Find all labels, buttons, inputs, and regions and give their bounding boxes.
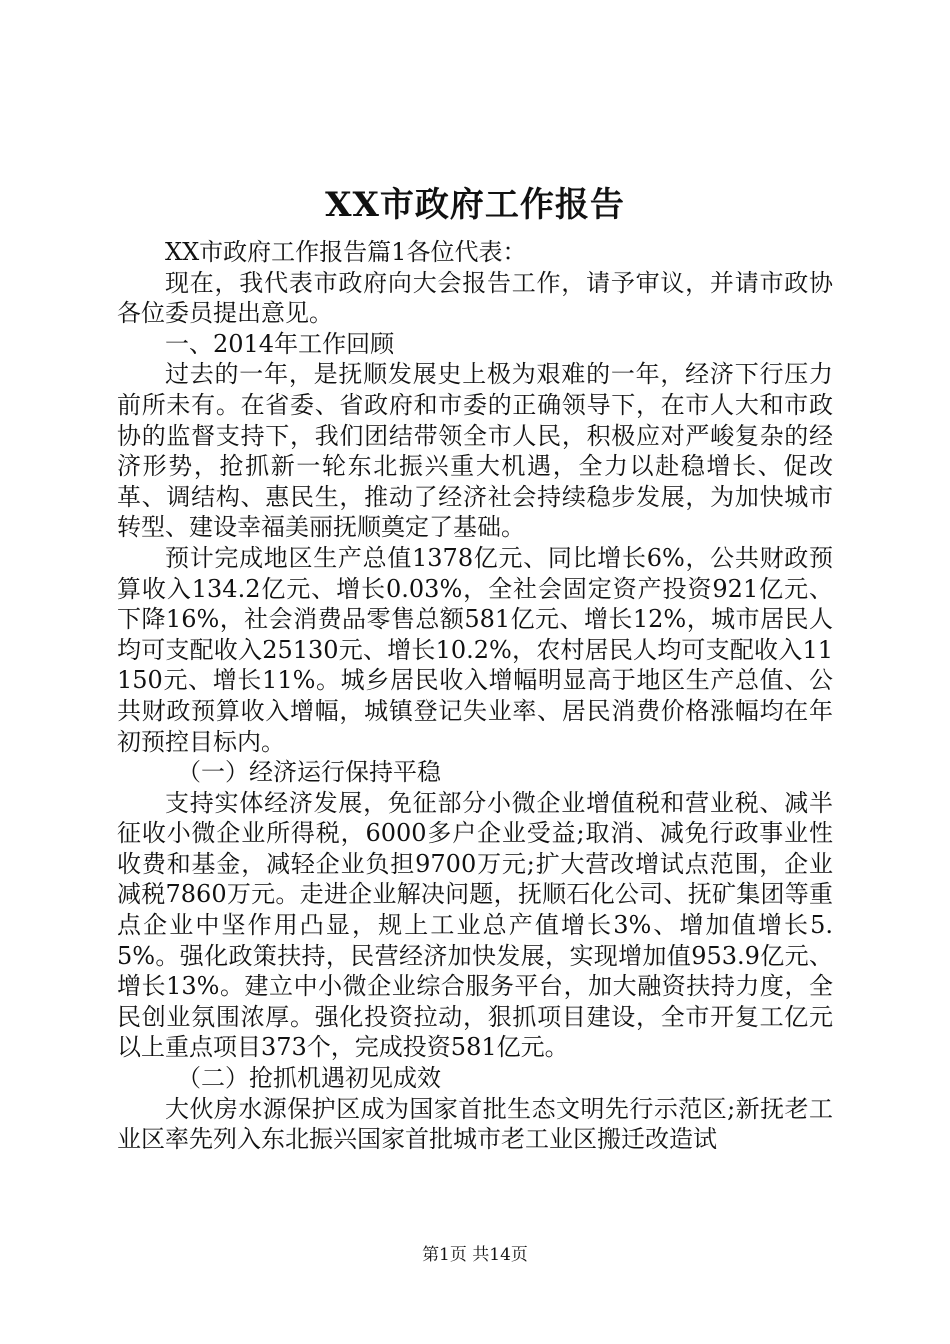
subsection-heading-opportunities: （二）抢抓机遇初见成效: [177, 1064, 441, 1093]
document-title: XX市政府工作报告: [325, 185, 625, 225]
paragraph-economy: 支持实体经济发展，免征部分小微企业增值税和营业税、减半征收小微企业所得税，6000多户企业受益;取消、减免行政事业性收费和基金，减轻企业负担9700万元;扩大营改增试点范围，企业减税7860万元。走进企业解决问题，抚顺石化公司、抚矿集团等重点企业中坚作用凸显，规上工业总产值增长3%、增加值增长5.5%。强化政策扶持，民营经济加快发展，实现增加值953.9亿元、增长13%。建立中小微企业综合服务平台，加大融资扶持力度，全民创业氛围浓厚。强化投资拉动，狠抓项目建设，全市开复工亿元以上重点项目373个，完成投资581亿元。: [117, 788, 833, 1062]
paragraph-opportunities: 大伙房水源保护区成为国家首批生态文明先行示范区;新抚老工业区率先列入东北振兴国家首批城市老工业区搬迁改造试: [117, 1094, 833, 1154]
section-heading-review: 一、2014年工作回顾: [165, 329, 395, 358]
paragraph-statistics: 预计完成地区生产总值1378亿元、同比增长6%，公共财政预算收入134.2亿元、增长0.03%，全社会固定资产投资921亿元、下降16%，社会消费品零售总额581亿元、增长12%，城市居民人均可支配收入25130元、增长10.2%，农村居民人均可支配收入11150元、增长11%。城乡居民收入增幅明显高于地区生产总值、公共财政预算收入增幅，城镇登记失业率、居民消费价格涨幅均在年初预控目标内。: [117, 543, 833, 756]
subsection-heading-economy: （一）经济运行保持平稳: [177, 758, 441, 787]
paragraph-intro: 现在，我代表市政府向大会报告工作，请予审议，并请市政协各位委员提出意见。: [117, 268, 833, 328]
paragraph-greeting: XX市政府工作报告篇1各位代表：: [165, 238, 527, 266]
document-body: [117, 237, 833, 1155]
page-number-footer: 第1页 共14页: [422, 1245, 528, 1265]
paragraph-overview: 过去的一年，是抚顺发展史上极为艰难的一年，经济下行压力前所未有。在省委、省政府和市委的正确领导下，在市人大和市政协的监督支持下，我们团结带领全市人民，积极应对严峻复杂的经济形势，抢抓新一轮东北振兴重大机遇，全力以赴稳增长、促改革、调结构、惠民生，推动了经济社会持续稳步发展，为加快城市转型、建设幸福美丽抚顺奠定了基础。: [117, 360, 833, 542]
